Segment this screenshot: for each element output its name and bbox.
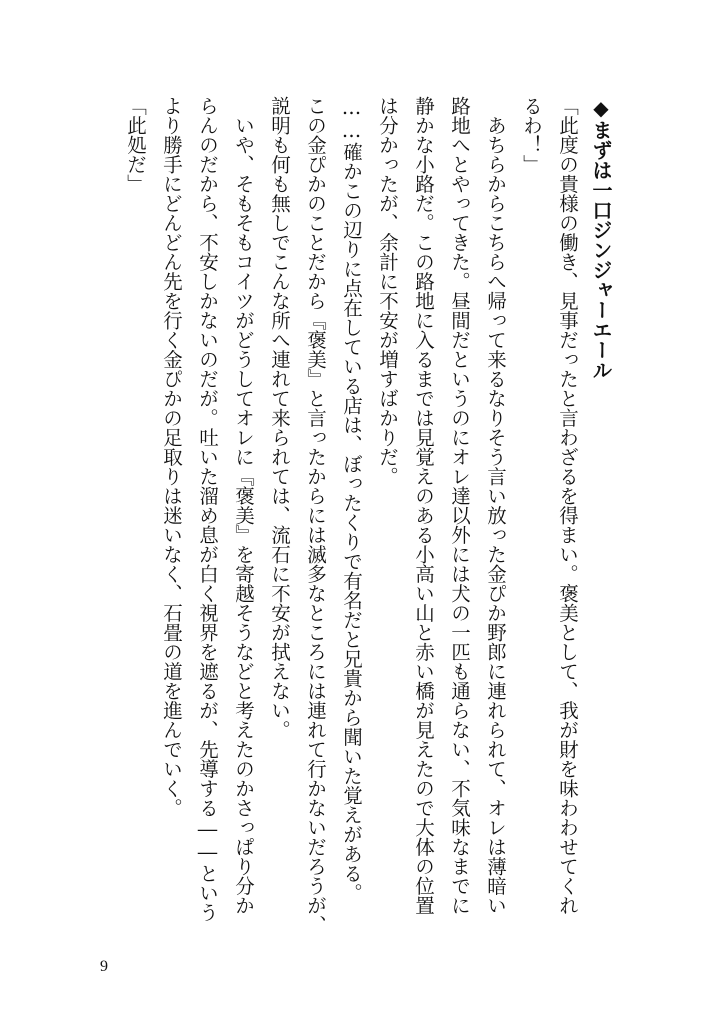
- text-line-7: ……確かこの辺りに点在している店は、ぼったくりで有名だと兄貴から聞いた覚えがある。: [340, 96, 363, 903]
- text-line-6: は分かったが、余計に不安が増すばかりだ。: [376, 96, 399, 486]
- text-line-13: 「此処だ」: [124, 96, 147, 194]
- text-line-9: 説明も何も無しでこんな所へ連れて来られては、流石に不安が拭えない。: [268, 96, 291, 740]
- section-heading: ◆まずは一口ジンジャーエール: [589, 96, 613, 380]
- text-line-2: るわ！」: [520, 96, 543, 174]
- text-line-11: らんのだから、不安しかないのだが。吐いた溜め息が白く視界を遮るが、先導する――という: [196, 96, 219, 922]
- text-line-5: 静かな小路だ。この路地に入るまでは見覚えのある小高い山と赤い橋が見えたので大体の位置: [412, 96, 435, 915]
- text-line-10: いや、そもそもコイツがどうしてオレに『褒美』を寄越そうなどと考えたのかさっぱり分か: [232, 96, 255, 915]
- text-line-12: より勝手にどんどん先を行く金ぴかの足取りは迷いなく、石畳の道を進んでいく。: [160, 96, 183, 818]
- text-line-3: あちらからこちらへ帰って来るなりそう言い放った金ぴか野郎に連れられて、オレは薄暗い: [484, 96, 507, 915]
- text-line-4: 路地へとやってきた。昼間だというのにオレ達以外には犬の一匹も通らない、不気味なまでに: [448, 96, 471, 915]
- text-line-1: 「此度の貴様の働き、見事だったと言わざるを得まい。褒美として、我が財を味わわせてくれ: [556, 96, 579, 915]
- page-number: 9: [100, 958, 108, 975]
- text-line-8: この金ぴかのことだから『褒美』と言ったからには滅多なところには連れて行かないだろうが、: [304, 96, 327, 935]
